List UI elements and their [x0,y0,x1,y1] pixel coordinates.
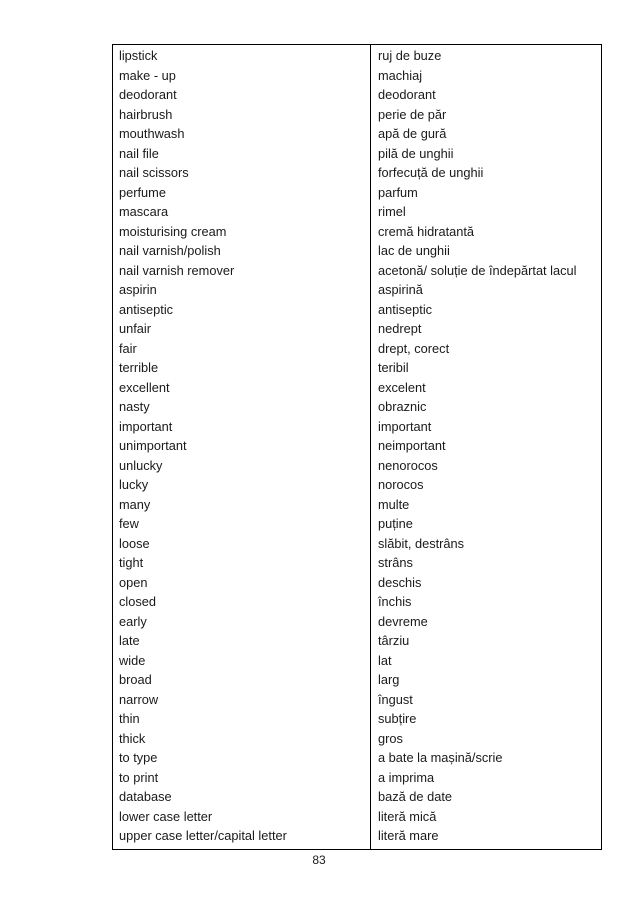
english-term: to type [119,750,158,765]
romanian-translation: deschis [378,574,422,590]
romanian-translation: gros [378,730,403,746]
romanian-translation: drept, corect [378,340,450,356]
romanian-translation: a bate la mașină/scrie [378,750,503,765]
english-term: thin [119,711,140,726]
romanian-translation: devreme [378,613,428,629]
table-row [113,339,601,359]
table-row [113,436,601,456]
romanian-translation: perie de păr [378,106,447,122]
english-term: nail scissors [119,165,189,180]
table-row [113,222,601,242]
english-term: to print [119,769,159,785]
english-term: early [119,613,147,629]
english-term: unlucky [119,457,163,473]
table-row [113,397,601,417]
table-row [113,768,601,788]
romanian-translation: bază de date [378,789,453,804]
table-row [113,202,601,222]
romanian-translation: subțire [378,711,417,726]
english-term: wide [119,652,146,668]
english-term: tight [119,555,144,570]
table-row [113,183,601,203]
table-row [113,417,601,437]
romanian-translation: important [378,418,432,434]
table-row [113,787,601,807]
table-row [113,670,601,690]
table-row [113,358,601,378]
romanian-translation: excelent [378,379,426,395]
romanian-translation: neimportant [378,438,446,453]
romanian-translation: parfum [378,184,418,200]
romanian-translation: cremă hidratantă [378,223,475,239]
romanian-translation: literă mică [378,808,437,824]
romanian-translation: pilă de unghii [378,145,454,161]
english-term: lipstick [119,48,158,63]
romanian-translation: slăbit, destrâns [378,535,465,551]
table-row [113,456,601,476]
romanian-translation: lac de unghii [378,243,450,258]
romanian-translation: antiseptic [378,301,433,317]
romanian-translation: aspirină [378,282,423,297]
table-row [113,573,601,593]
table-row [113,534,601,554]
table-row [113,592,601,612]
english-term: nasty [119,399,150,414]
english-term: excellent [119,379,170,395]
romanian-translation: nenorocos [378,457,438,473]
english-term: broad [119,672,152,687]
table-row [113,651,601,671]
table-row [113,144,601,164]
romanian-translation: nedrept [378,321,422,336]
page-number: 83 [312,853,326,867]
romanian-translation: multe [378,496,410,512]
romanian-translation: norocos [378,477,424,492]
romanian-translation: târziu [378,633,410,648]
table-row [113,261,601,281]
english-term: deodorant [119,87,177,102]
table-row [113,241,601,261]
romanian-translation: larg [378,672,400,687]
english-term: lower case letter [119,808,213,824]
vocabulary-table [112,44,602,850]
english-term: unimportant [119,438,187,453]
english-term: few [119,516,139,531]
table-row [113,319,601,339]
table-row [113,631,601,651]
romanian-translation: apă de gură [378,126,447,141]
english-term: nail varnish/polish [119,243,221,258]
english-term: fair [119,340,137,356]
english-term: hairbrush [119,106,173,122]
table-row [113,46,601,66]
table-row [113,612,601,632]
english-term: mouthwash [119,126,185,141]
romanian-translation: strâns [378,555,413,570]
romanian-translation: obraznic [378,399,427,414]
english-term: mascara [119,204,169,219]
romanian-translation: puține [378,516,413,531]
romanian-translation: acetonă/ soluție de îndepărtat lacul [378,262,577,278]
table-row [113,553,601,573]
english-term: database [119,789,172,804]
english-term: moisturising cream [119,223,227,239]
table-row [113,66,601,86]
english-term: many [119,496,151,512]
romanian-translation: a imprima [378,769,435,785]
english-term: open [119,574,148,590]
english-term: lucky [119,477,149,492]
table-row [113,514,601,534]
romanian-translation: lat [378,652,392,668]
table-row [113,124,601,144]
table-row [113,105,601,125]
table-row [113,690,601,710]
romanian-translation: închis [378,594,412,609]
table-row [113,378,601,398]
english-term: loose [119,535,150,551]
english-term: closed [119,594,156,609]
english-term: upper case letter/capital letter [119,828,287,843]
english-term: make - up [119,67,176,83]
table-row [113,748,601,768]
english-term: perfume [119,184,166,200]
table-row [113,729,601,749]
english-term: antiseptic [119,301,174,317]
table-row [113,826,601,846]
english-term: unfair [119,321,152,336]
romanian-translation: rimel [378,204,406,219]
romanian-translation: teribil [378,360,409,375]
table-row [113,495,601,515]
table-row [113,280,601,300]
romanian-translation: machiaj [378,67,423,83]
romanian-translation: literă mare [378,828,439,843]
romanian-translation: deodorant [378,87,436,102]
table-row [113,163,601,183]
english-term: nail file [119,145,159,161]
table-row [113,85,601,105]
romanian-translation: ruj de buze [378,48,442,63]
english-term: terrible [119,360,159,375]
english-term: aspirin [119,282,157,297]
english-term: nail varnish remover [119,262,235,278]
table-row [113,475,601,495]
english-term: important [119,418,173,434]
table-row [113,300,601,320]
table-row [113,709,601,729]
romanian-translation: forfecuță de unghii [378,165,484,180]
table-row [113,807,601,827]
english-term: thick [119,730,146,746]
english-term: narrow [119,691,159,707]
romanian-translation: îngust [378,691,413,707]
english-term: late [119,633,140,648]
